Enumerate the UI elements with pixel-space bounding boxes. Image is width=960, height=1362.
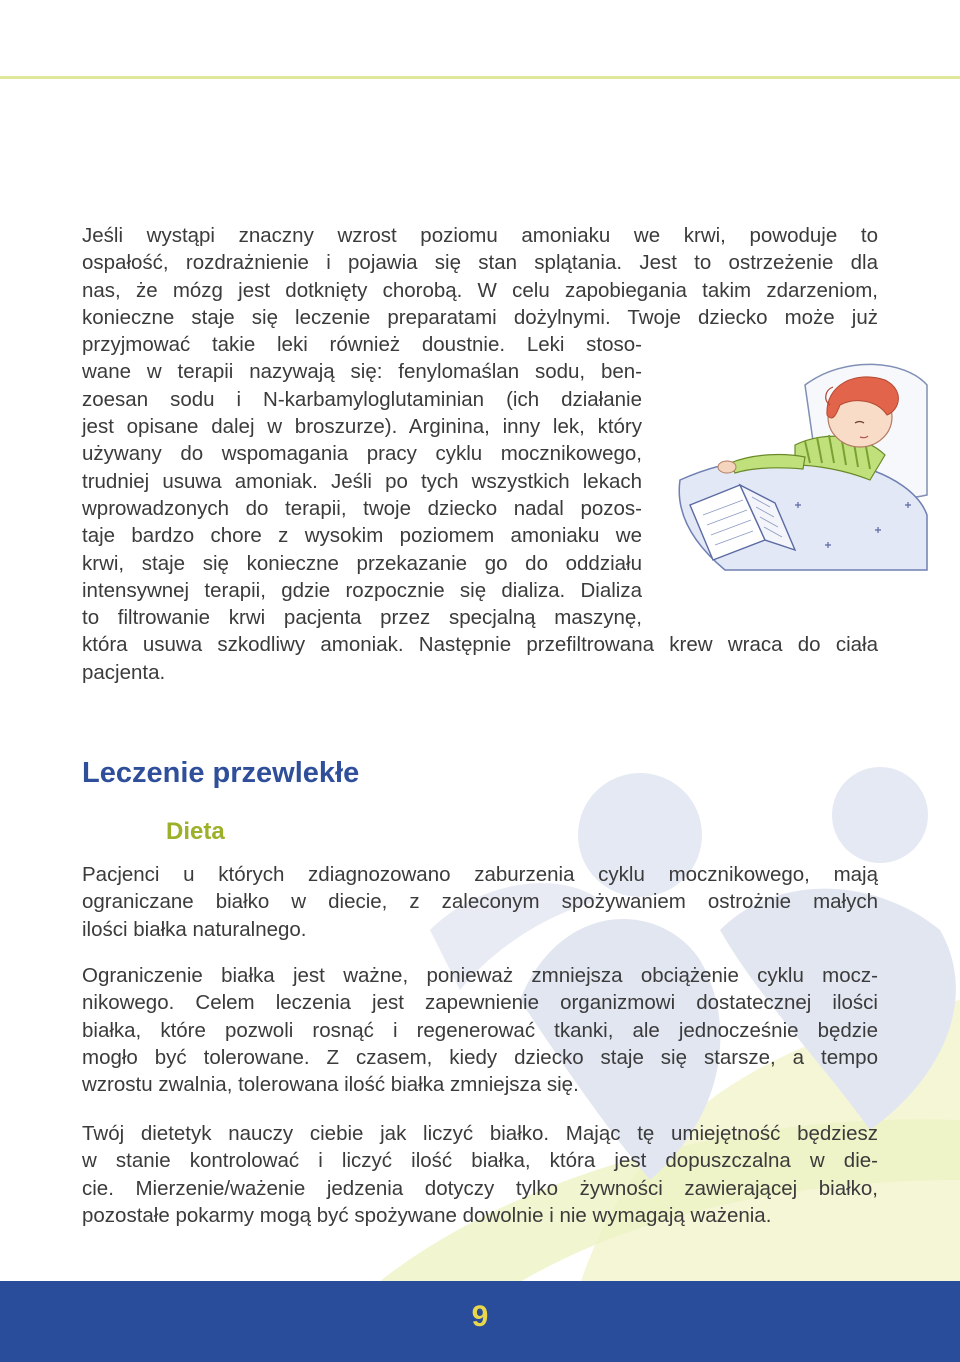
paragraph-3-line: Ograniczenie białka jest ważne, ponieważ zmniejsza obciążenie cyklu mocz- — [82, 964, 878, 987]
paragraph-1-line: zoesan sodu i N-karbamyloglutaminian (ich działanie — [82, 387, 642, 411]
page-number: 9 — [471, 1300, 489, 1333]
paragraph-3-line: białka, które pozwoli rosnąć i regenerować tkanki, ale jednocześnie będzie — [82, 1018, 878, 1042]
paragraph-1-line: przyjmować takie leki również doustnie. Leki stoso- — [82, 333, 642, 357]
paragraph-1-line: konieczne staje się leczenie preparatami dożylnymi. Twoje dziecko może już — [82, 305, 878, 329]
paragraph-1-line: wprowadzonych do terapii, twoje dziecko nadal pozos- — [82, 496, 642, 520]
paragraph-2-line: ilości białka naturalnego. — [82, 917, 307, 941]
paragraph-3-line: wzrostu zwalnia, tolerowana ilość białka zmniejsza się. — [82, 1073, 579, 1097]
paragraph-4-line: Twój dietetyk nauczy ciebie jak liczyć białko. Mając tę umiejętność będziesz — [82, 1122, 878, 1145]
paragraph-4-line: pozostałe pokarmy mogą być spożywane dowolnie i nie wymagają ważenia. — [82, 1203, 772, 1227]
paragraph-1-line: która usuwa szkodliwy amoniak. Następnie przefiltrowana krew wraca do ciała — [82, 633, 878, 657]
paragraph-1-line: taje bardzo chore z wysokim poziomem amoniaku we — [82, 524, 642, 548]
paragraph-4-line: w stanie kontrolować i liczyć ilość białka, która jest dopuszczalna w die- — [82, 1149, 878, 1173]
paragraph-1-line: używany do wspomagania pracy cyklu mocznikowego, — [82, 442, 642, 466]
paragraph-1-line: nas, że mózg jest dotknięty chorobą. W celu zapobiegania takim zdarzeniom, — [82, 278, 878, 302]
paragraph-3 — [82, 962, 878, 1098]
paragraph-1-line: trudniej usuwa amoniak. Jeśli po tych wszystkich lekach — [82, 469, 642, 493]
paragraph-1-line: Jeśli wystąpi znaczny wzrost poziomu amoniaku we krwi, powoduje to — [82, 224, 878, 247]
paragraph-1-line: to filtrowanie krwi pacjenta przez specjalną maszynę, — [82, 606, 642, 630]
child-in-bed-illustration — [655, 345, 930, 585]
paragraph-1-line: intensywnej terapii, gdzie rozpocznie się dializa. Dializa — [82, 578, 642, 602]
paragraph-1-line: jest opisane dalej w broszurze). Arginina, inny lek, który — [82, 415, 642, 439]
paragraph-4 — [82, 1120, 878, 1229]
paragraph-3-line: nikowego. Celem leczenia jest zapewnienie organizmowi dostatecznej ilości — [82, 991, 878, 1015]
paragraph-2 — [82, 861, 878, 943]
paragraph-2-line: ograniczane białko w diecie, z zaleconym spożywaniem ostrożnie małych — [82, 890, 878, 914]
paragraph-4-line: cie. Mierzenie/ważenie jedzenia dotyczy tylko żywności zawierającej białko, — [82, 1176, 878, 1200]
paragraph-1-line: ospałość, rozdrażnienie i pojawia się stan splątania. Jest to ostrzeżenie dla — [82, 251, 878, 275]
section-subtitle: Dieta — [166, 818, 225, 845]
paragraph-2-line: Pacjenci u których zdiagnozowano zaburzenia cyklu mocznikowego, mają — [82, 863, 878, 886]
paragraph-1-line: pacjenta. — [82, 660, 166, 684]
section-title: Leczenie przewlekłe — [82, 757, 360, 789]
paragraph-1-line: krwi, staje się konieczne przekazanie go do oddziału — [82, 551, 642, 575]
paragraph-3-line: mogło być tolerowane. Z czasem, kiedy dziecko staje się starsze, a tempo — [82, 1045, 878, 1069]
paragraph-1-line: wane w terapii nazywają się: fenylomaślan sodu, ben- — [82, 360, 642, 384]
